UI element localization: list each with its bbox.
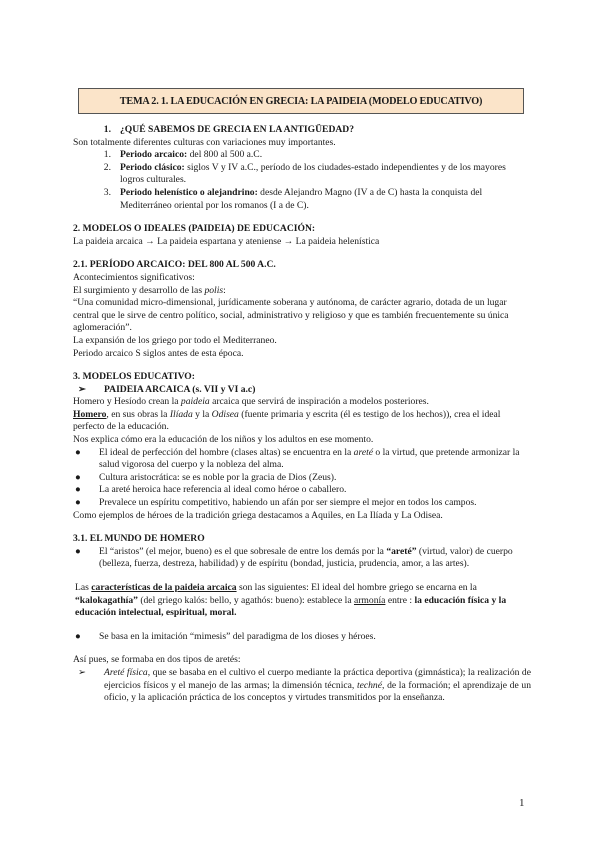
section-3-heading: 3. MODELOS EDUCATIVO: — [73, 371, 195, 383]
list-item: ● El ideal de perfección del hombre (clases altas) se encuentra en la areté o la virtud, que pretende armonizar la salud vigorosa del cuerpo y la nobleza del alma. — [75, 446, 520, 471]
bullet-icon: ● — [75, 484, 81, 496]
list-item: ● Cultura aristocrática: se es noble por la gracia de Dios (Zeus). — [75, 471, 337, 483]
paragraph: Las características de la paideia arcaica son las siguientes: El ideal del hombre griego se encarna en la “kalokagathía” (del griego kalós: bello, y agathós: bueno): establece la armonía entre : la educación física y la educación intelectual, espiritual, moral. — [75, 582, 507, 619]
paragraph: Homero, en sus obras la Ilíada y la Odisea (fuente primaria y escrita (él es testigo de los hechos)), crea el ideal perfecto de la educación. — [73, 408, 501, 433]
paragraph: Como ejemplos de héroes de la tradición griega destacamos a Aquiles, en La Ilíada y La Odisea. — [73, 509, 443, 521]
paragraph: Acontecimientos significativos: — [73, 271, 195, 283]
bullet-icon: ● — [75, 630, 81, 642]
list-item: 3. Periodo helenístico o alejandrino: desde Alejandro Magno (IV a de C) hasta la conquista del Mediterráneo oriental por los romanos (I a de C). — [103, 186, 483, 211]
section-2-heading: 2. MODELOS O IDEALES (PAIDEIA) DE EDUCACIÓN: — [73, 223, 316, 235]
bullet-icon: ● — [75, 446, 81, 458]
paragraph: Periodo arcaico S siglos antes de esta época. — [73, 347, 244, 359]
page-number: 1 — [519, 797, 525, 809]
paragraph: Así pues, se formaba en dos tipos de aretés: — [73, 654, 241, 666]
document-title: TEMA 2. 1. LA EDUCACIÓN EN GRECIA: LA PAIDEIA (MODELO EDUCATIVO) — [119, 95, 483, 107]
list-item: ➢ Areté física, que se basaba en el cultivo el cuerpo mediante la práctica deportiva (gimnástica); la realización de ejercicios físicos y el manejo de las armas; la dimensión técnica, techné, de la formación; el aprendizaje de un oficio, y la aplicación práctica de los conceptos y virtudes transmitidos por la enseñanza. — [73, 667, 531, 705]
paragraph: Homero y Hesíodo crean la paideia arcaica que servirá de inspiración a modelos posteriores. — [73, 396, 429, 408]
paragraph: El surgimiento y desarrollo de las polis: — [73, 284, 226, 296]
list-item: ● La areté heroica hace referencia al ideal como héroe o caballero. — [75, 484, 347, 496]
list-item: 1. Periodo arcaico: del 800 al 500 a.C. — [103, 149, 263, 161]
arrow-bullet-icon: ➢ — [78, 383, 87, 395]
bullet-icon: ● — [75, 545, 81, 557]
document-body — [73, 124, 531, 705]
list-item: ● Prevalece un espíritu competitivo, habiendo un afán por ser siempre el mejor en todos los campos. — [75, 497, 477, 509]
paragraph: Nos explica cómo era la educación de los niños y los adultos en ese momento. — [73, 434, 374, 446]
paragraph: La expansión de los griego por todo el Mediterraneo. — [73, 334, 277, 346]
list-item: ● El “aristos” (el mejor, bueno) es el que sobresale de entre los demás por la “areté” (virtud, valor) de cuerpo (belleza, fuerza, destreza, habilidad) y de espíritu (bondad, justicia, prudencia, amor, a las artes). — [75, 545, 513, 570]
list-item: ● Se basa en la imitación “mimesis” del paradigma de los dioses y héroes. — [75, 630, 376, 642]
subheading-paideia-arcaica: ➢ PAIDEIA ARCAICA (s. VII y VI a.c) — [73, 384, 531, 397]
section-1-intro: Son totalmente diferentes culturas con variaciones muy importantes. — [73, 136, 336, 148]
list-item: 2. Periodo clásico: siglos V y IV a.C., período de los ciudades-estado independientes y de los mayores logros culturales. — [103, 161, 506, 186]
section-3-1-heading: 3.1. EL MUNDO DE HOMERO — [73, 533, 205, 545]
section-2-1-heading: 2.1. PERÍODO ARCAICO: DEL 800 AL 500 A.C. — [73, 259, 276, 271]
title-box — [78, 88, 524, 114]
quote: “Una comunidad micro-dimensional, jurídicamente soberana y autónoma, de carácter agrario, dotada de un lugar central que le sirve de centro político, social, administrativo y religioso y que es también frecuentemente su única aglomeración”. — [73, 297, 509, 334]
section-1-heading: 1. ¿QUÉ SABEMOS DE GRECIA EN LA ANTIGÜEDAD? — [103, 124, 355, 135]
arrow-bullet-icon: ➢ — [78, 666, 87, 678]
bullet-icon: ● — [75, 471, 81, 483]
bullet-icon: ● — [75, 497, 81, 509]
section-2-text: La paideia arcaica → La paideia espartana y ateniense → La paideia helenística — [73, 235, 380, 247]
